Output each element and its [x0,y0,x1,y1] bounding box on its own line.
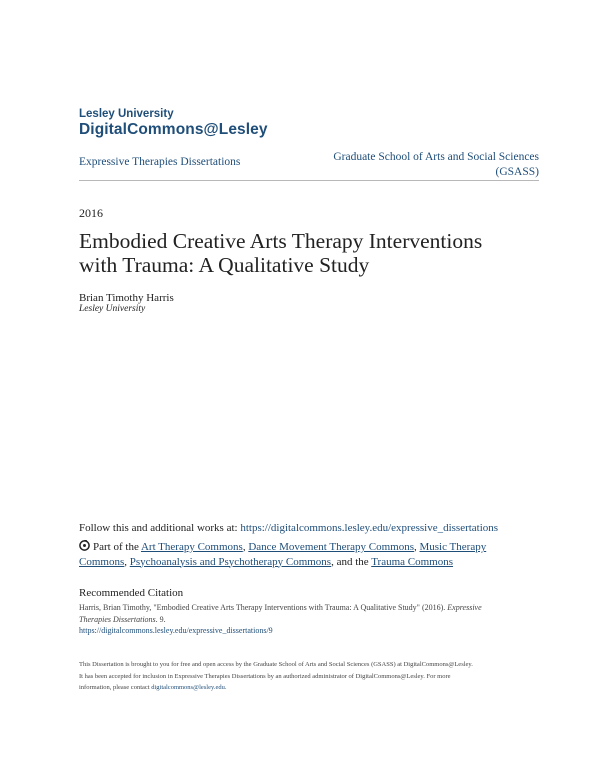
citation-number: . 9. [155,614,166,624]
header-divider [79,180,539,181]
separator: , [414,541,420,553]
citation-series-b: Therapies Dissertations [79,614,156,624]
art-therapy-commons-link[interactable]: Art Therapy Commons [140,541,243,553]
part-of-prefix: Part of the [93,541,141,553]
dance-movement-therapy-commons-link[interactable]: Dance Movement Therapy Commons [248,541,414,553]
notice-line-3-suffix: . [224,684,227,691]
follow-line [79,522,549,534]
open-access-icon [79,540,90,551]
follow-prefix: Follow this and additional works at: [79,522,241,534]
title-line-1: Embodied Creative Arts Therapy Interventions [79,229,483,253]
music-therapy-commons-link-cont[interactable]: Commons [79,555,125,568]
publication-year: 2016 [79,206,103,220]
recommended-citation-heading: Recommended Citation [79,587,184,599]
part-of-disciplines [79,540,549,569]
citation-series-a: Expressive [447,603,482,612]
author-affiliation: Lesley University [79,304,146,314]
school-name: Graduate School of Arts and Social Sciences [333,151,539,163]
university-name: Lesley University [79,108,174,120]
recommended-citation-text [79,602,549,637]
follow-url-link[interactable]: https://digitalcommons.lesley.edu/expressive_dissertations [240,522,499,534]
paper-title [79,229,549,277]
psychoanalysis-commons-link[interactable]: Psychoanalysis and Psychotherapy Commons [129,555,332,568]
notice-line-2: It has been accepted for inclusion in Expressive Therapies Dissertations by an authorized administrator of DigitalCommons@Lesley. For more [79,672,451,680]
citation-main: Harris, Brian Timothy, "Embodied Creative Arts Therapy Interventions with Trauma: A Qualitative Study" (2016). [79,603,448,612]
author-name: Brian Timothy Harris [79,292,174,304]
school-link[interactable] [299,150,539,180]
music-therapy-commons-link[interactable]: Music Therapy [419,541,487,553]
repository-name[interactable]: DigitalCommons@Lesley [79,121,268,138]
contact-email-link[interactable]: digitalcommons@lesley.edu [151,684,225,691]
collection-link[interactable]: Expressive Therapies Dissertations [79,156,241,168]
citation-url-link[interactable]: https://digitalcommons.lesley.edu/expressive_dissertations/9 [79,626,273,635]
separator: , and the [331,555,372,568]
school-abbrev: (GSASS) [495,166,539,178]
trauma-commons-link[interactable]: Trauma Commons [371,555,454,568]
title-line-2: with Trauma: A Qualitative Study [79,253,370,277]
notice-line-1: This Dissertation is brought to you for free and open access by the Graduate School of Arts and Social Sciences (GSASS) at DigitalCommons@Lesley. [79,661,473,668]
notice-line-3-prefix: information, please contact [79,684,152,691]
access-notice [79,659,529,694]
separator: , [242,541,249,553]
separator: , [124,555,130,568]
